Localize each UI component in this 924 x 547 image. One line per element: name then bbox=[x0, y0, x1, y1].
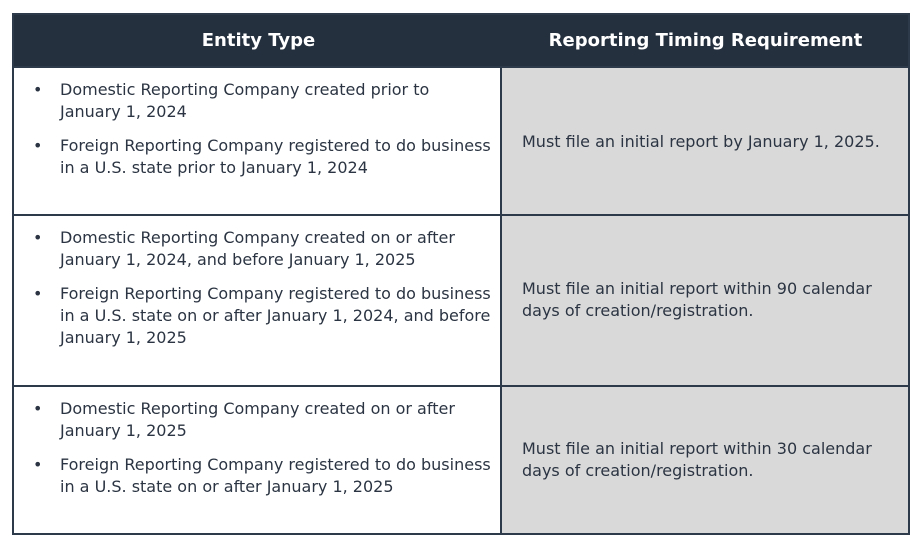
timing-requirement-cell bbox=[502, 216, 908, 386]
header-reporting-timing: Reporting Timing Requirement bbox=[548, 30, 863, 51]
list-item bbox=[14, 227, 492, 271]
entity-text: Domestic Reporting Company created on or after January 1, 2025 bbox=[60, 399, 455, 440]
timing-requirement-cell bbox=[502, 387, 908, 533]
requirement-text: Must file an initial report within 30 calendar days of creation/registration. bbox=[522, 439, 872, 480]
entity-list bbox=[14, 227, 492, 361]
header-entity-type: Entity Type bbox=[201, 30, 316, 51]
requirement-text: Must file an initial report by January 1, 2025. bbox=[522, 132, 880, 151]
timing-requirement-cell bbox=[502, 68, 908, 215]
entity-text: Foreign Reporting Company registered to do business in a U.S. state prior to January 1, 2024 bbox=[60, 136, 491, 177]
entity-text: Domestic Reporting Company created prior to January 1, 2024 bbox=[60, 80, 430, 121]
list-item bbox=[14, 135, 492, 179]
entity-type-cell bbox=[14, 68, 502, 215]
reporting-timing-table bbox=[12, 13, 910, 535]
bullet-icon: • bbox=[33, 399, 43, 418]
entity-text: Foreign Reporting Company registered to do business in a U.S. state on or after January 1, 2024, and before January 1, 2025 bbox=[60, 284, 491, 347]
list-item bbox=[14, 454, 492, 498]
entity-type-cell bbox=[14, 216, 502, 386]
bullet-icon: • bbox=[33, 136, 43, 155]
table-header bbox=[14, 15, 908, 66]
bullet-icon: • bbox=[33, 80, 43, 99]
table-row bbox=[14, 66, 908, 215]
bullet-icon: • bbox=[33, 455, 43, 474]
entity-list bbox=[14, 398, 492, 510]
table-row bbox=[14, 214, 908, 386]
requirement-text: Must file an initial report within 90 calendar days of creation/registration. bbox=[522, 279, 872, 320]
bullet-icon: • bbox=[33, 284, 43, 303]
table-row bbox=[14, 385, 908, 533]
list-item bbox=[14, 283, 492, 349]
entity-text: Domestic Reporting Company created on or after January 1, 2024, and before January 1, 2025 bbox=[60, 228, 455, 269]
entity-type-cell bbox=[14, 387, 502, 533]
list-item bbox=[14, 398, 492, 442]
entity-list bbox=[14, 79, 492, 191]
bullet-icon: • bbox=[33, 228, 43, 247]
entity-text: Foreign Reporting Company registered to do business in a U.S. state on or after January 1, 2025 bbox=[60, 455, 491, 496]
list-item bbox=[14, 79, 492, 123]
